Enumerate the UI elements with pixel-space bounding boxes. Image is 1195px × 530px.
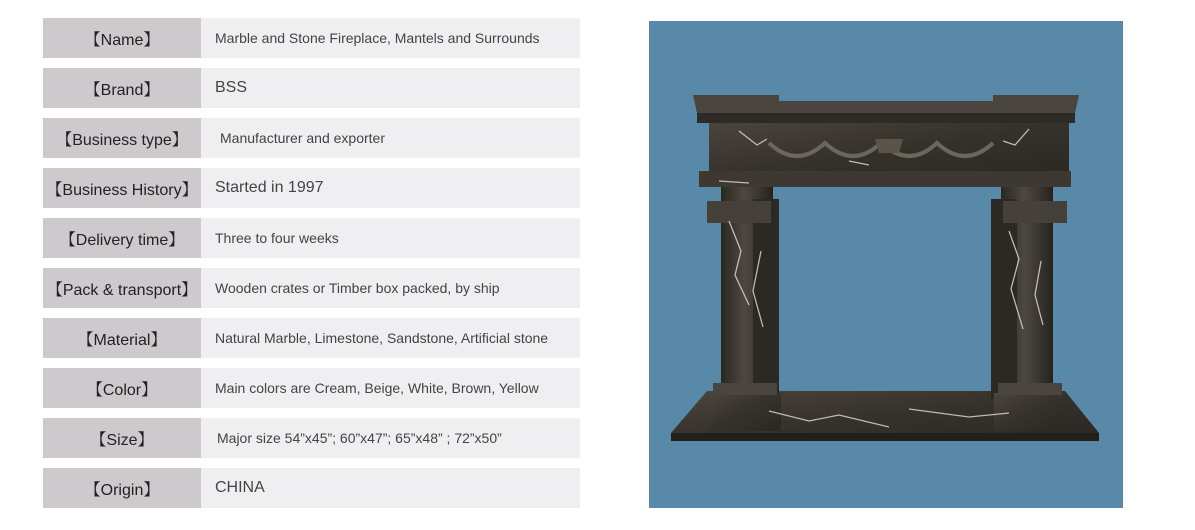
left-plinth	[709, 393, 781, 431]
spec-row-pack-transport	[43, 268, 580, 308]
spec-row-size	[43, 418, 580, 458]
urn-carving	[875, 139, 903, 153]
spec-label: 【Brand】	[43, 68, 201, 108]
spec-label: 【Color】	[43, 368, 201, 408]
mantel-underside	[697, 113, 1075, 123]
spec-label: 【Delivery time】	[43, 218, 201, 258]
spec-row-origin	[43, 468, 580, 508]
mantel-shelf	[693, 95, 1079, 113]
spec-label: 【Business History】	[43, 168, 201, 208]
spec-value: CHINA	[201, 468, 580, 508]
spec-value: Manufacturer and exporter	[201, 118, 580, 158]
spec-row-color	[43, 368, 580, 408]
spec-row-brand	[43, 68, 580, 108]
right-plinth	[994, 393, 1066, 431]
spec-label: 【Name】	[43, 18, 201, 58]
left-pilaster	[753, 199, 779, 399]
spec-label: 【Pack & transport】	[43, 268, 201, 308]
spec-row-delivery-time	[43, 218, 580, 258]
spec-value: Three to four weeks	[201, 218, 580, 258]
spec-row-business-type	[43, 118, 580, 158]
right-pilaster	[991, 199, 1017, 399]
spec-row-name	[43, 18, 580, 58]
right-capital	[1003, 201, 1067, 223]
spec-value: Natural Marble, Limestone, Sandstone, Artificial stone	[201, 318, 580, 358]
spec-value: Started in 1997	[201, 168, 580, 208]
spec-table	[43, 18, 580, 518]
spec-value: Main colors are Cream, Beige, White, Brown, Yellow	[201, 368, 580, 408]
spec-value: BSS	[201, 68, 580, 108]
spec-label: 【Material】	[43, 318, 201, 358]
right-column-base	[998, 383, 1062, 395]
left-capital	[707, 201, 771, 223]
spec-row-business-history	[43, 168, 580, 208]
frieze-ledge	[699, 171, 1071, 187]
fireplace-illustration	[649, 21, 1123, 508]
fireplace-product-image	[649, 21, 1123, 508]
spec-label: 【Size】	[43, 418, 201, 458]
spec-label: 【Origin】	[43, 468, 201, 508]
hearth-edge	[671, 433, 1099, 441]
left-column-base	[713, 383, 777, 395]
spec-value: Major size 54”x45”; 60”x47”; 65”x48” ; 72”x50”	[201, 418, 580, 458]
spec-label: 【Business type】	[43, 118, 201, 158]
spec-value: Marble and Stone Fireplace, Mantels and Surrounds	[201, 18, 580, 58]
spec-value: Wooden crates or Timber box packed, by ship	[201, 268, 580, 308]
spec-row-material	[43, 318, 580, 358]
